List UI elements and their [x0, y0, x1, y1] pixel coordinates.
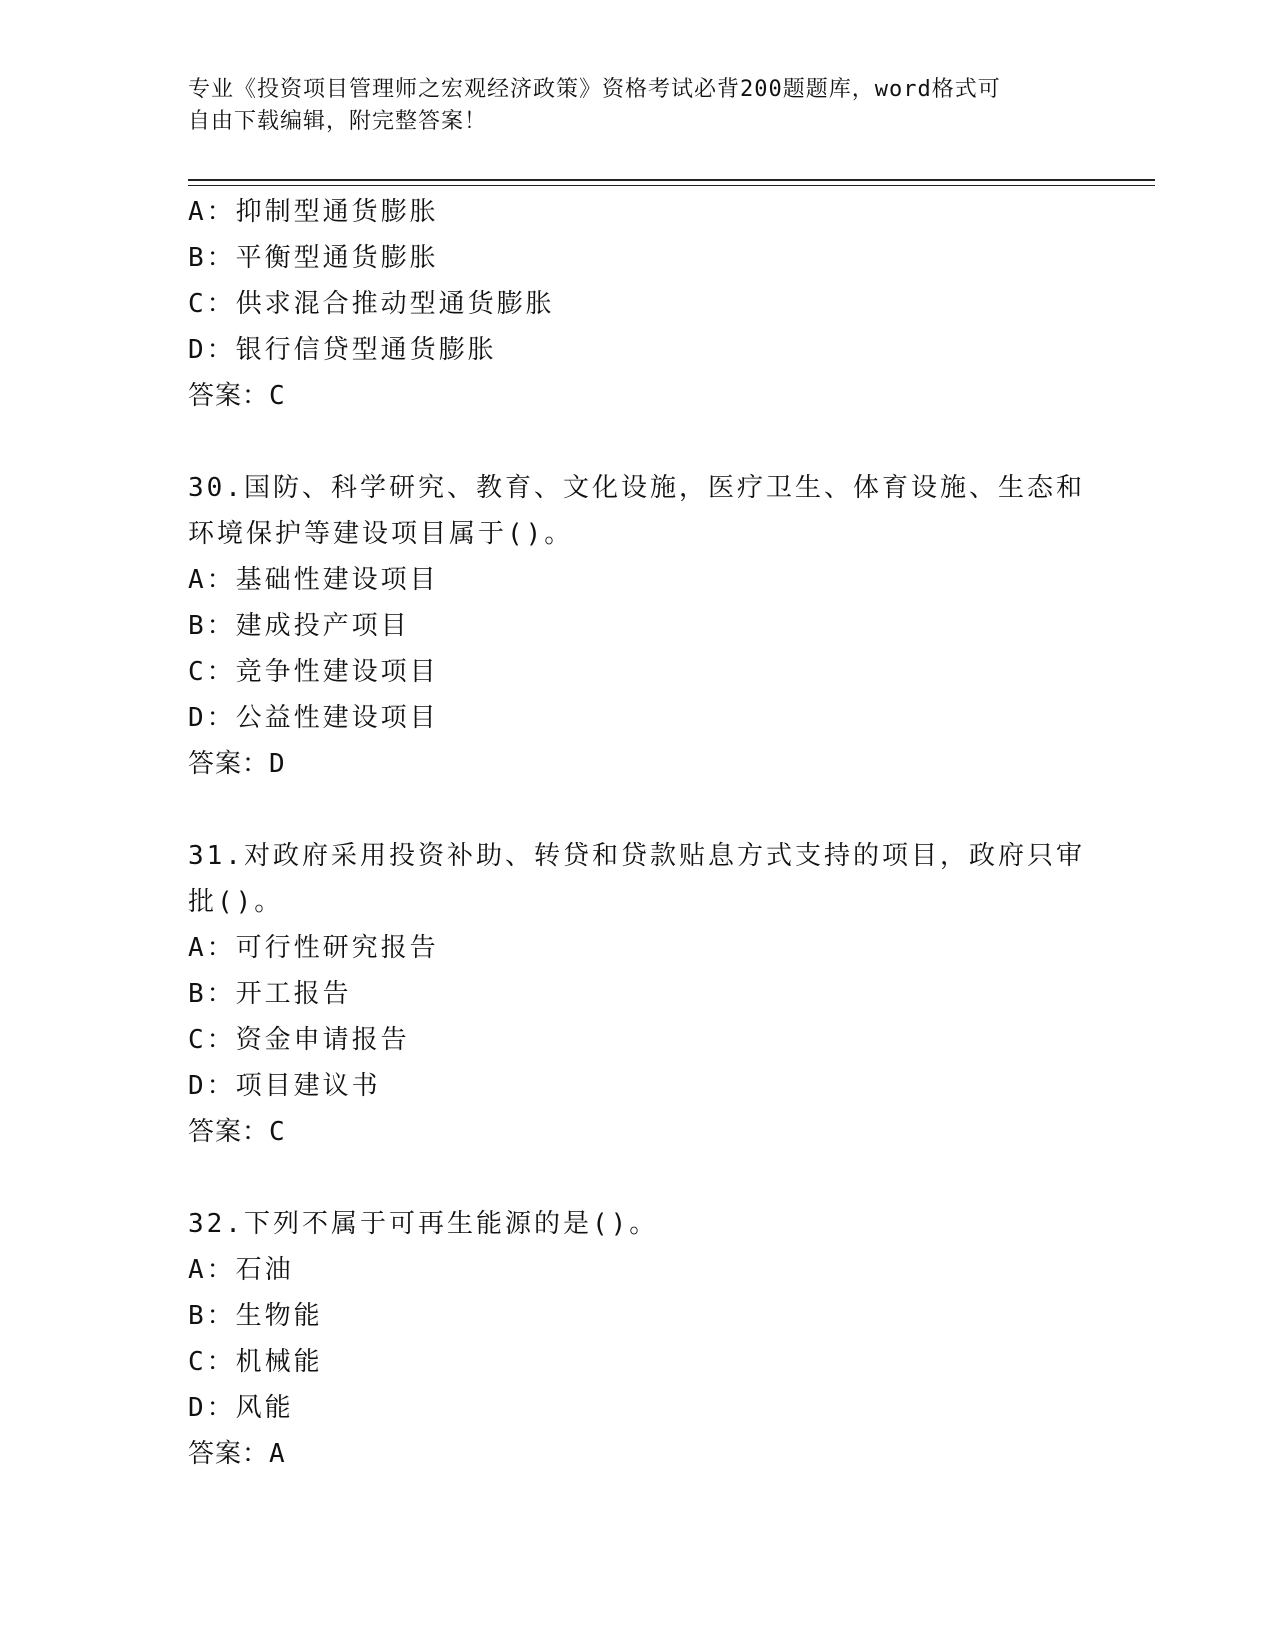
- option-c: C：机械能: [188, 1347, 323, 1377]
- option-c: C：竞争性建设项目: [188, 657, 439, 687]
- option-d: D：风能: [188, 1393, 294, 1423]
- question-stem: [188, 465, 1088, 557]
- answer-label: 答案：: [188, 1117, 270, 1147]
- answer-value: A: [269, 1439, 286, 1469]
- answer-label: 答案：: [188, 1439, 270, 1469]
- header-line-2: 自由下载编辑，附完整答案！: [188, 109, 488, 134]
- answer-value: C: [269, 381, 286, 411]
- question-stem-line-2: 批()。: [188, 887, 284, 917]
- question-31: [188, 833, 1088, 1155]
- question-list: [188, 189, 1088, 1477]
- option-b: B：开工报告: [188, 979, 352, 1009]
- option-b: B：建成投产项目: [188, 611, 410, 641]
- option-d: D：项目建议书: [188, 1071, 381, 1101]
- question-stem: [188, 833, 1088, 925]
- answer-line: [188, 741, 1088, 787]
- question-stem-line-1: 32.下列不属于可再生能源的是()。: [188, 1209, 659, 1239]
- option-a: A：石油: [188, 1255, 294, 1285]
- option-d: D：银行信贷型通货膨胀: [188, 335, 497, 365]
- option-a: A：抑制型通货膨胀: [188, 197, 439, 227]
- option-a: A：基础性建设项目: [188, 565, 439, 595]
- option-c: C：供求混合推动型通货膨胀: [188, 289, 555, 319]
- option-a: A：可行性研究报告: [188, 933, 439, 963]
- answer-line: [188, 373, 1088, 419]
- document-header: [188, 74, 1068, 138]
- question-30: [188, 465, 1088, 787]
- answer-value: D: [269, 749, 286, 779]
- option-d: D：公益性建设项目: [188, 703, 439, 733]
- question-29: [188, 189, 1088, 419]
- question-32: [188, 1201, 1088, 1477]
- question-stem-line-1: 31.对政府采用投资补助、转贷和贷款贴息方式支持的项目，政府只审: [188, 841, 1085, 871]
- option-c: C：资金申请报告: [188, 1025, 410, 1055]
- question-stem-line-1: 30.国防、科学研究、教育、文化设施，医疗卫生、体育设施、生态和: [188, 473, 1085, 503]
- answer-line: [188, 1431, 1088, 1477]
- option-b: B：平衡型通货膨胀: [188, 243, 439, 273]
- answer-line: [188, 1109, 1088, 1155]
- answer-label: 答案：: [188, 381, 270, 411]
- header-divider-thick: [188, 179, 1155, 181]
- answer-value: C: [269, 1117, 286, 1147]
- header-divider-thin: [188, 185, 1155, 186]
- option-b: B：生物能: [188, 1301, 323, 1331]
- question-stem-line-2: 环境保护等建设项目属于()。: [188, 519, 574, 549]
- question-stem: [188, 1201, 1088, 1247]
- header-line-1: 专业《投资项目管理师之宏观经济政策》资格考试必背200题题库，word格式可: [188, 77, 1001, 102]
- answer-label: 答案：: [188, 749, 270, 779]
